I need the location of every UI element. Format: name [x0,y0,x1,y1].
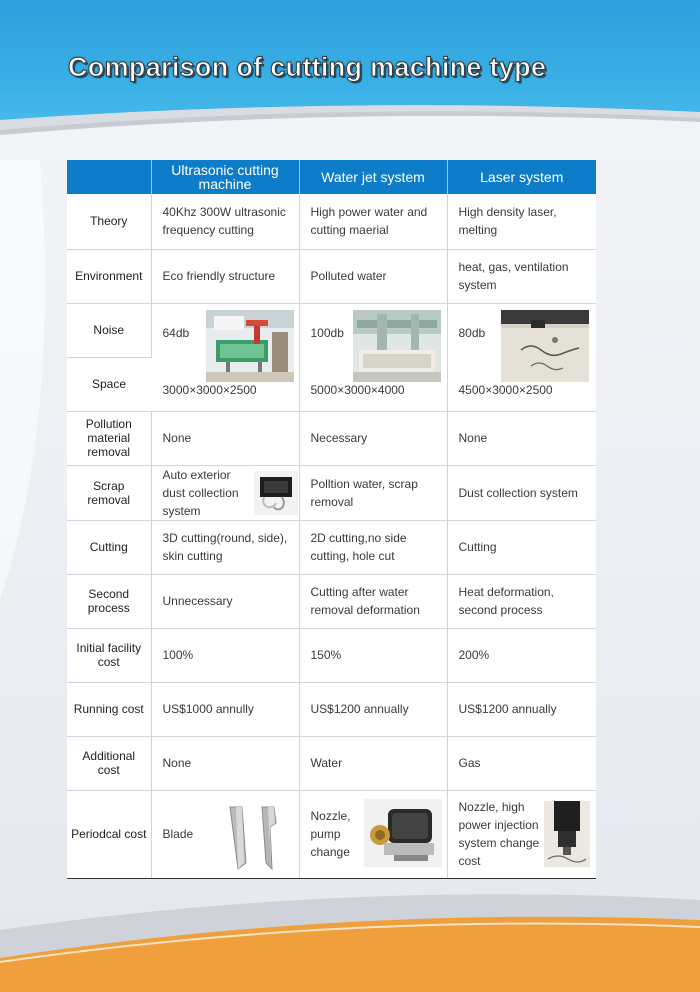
cell: Polluted water [299,249,447,303]
table-row [67,465,596,520]
noise-value: 100db [310,325,344,340]
cell: Eco friendly structure [151,249,299,303]
comparison-table [67,160,596,879]
row-label-initial: Initial facility cost [67,628,151,682]
laser-machine-photo [501,310,589,382]
cell: Polltion water, scrap removal [299,465,447,520]
noise-value: 80db [458,325,486,340]
cell: None [447,411,596,465]
cell: Unnecessary [151,574,299,628]
cell: 3D cutting(round, side), skin cutting [151,520,299,574]
cell-scrap-ultrasonic [151,465,299,520]
cell-text: Auto exterior dust collection system [162,467,239,518]
table-row [67,520,596,574]
cell-noise-space-laser [447,303,596,411]
row-label-environment: Environment [67,249,151,303]
table-row [67,194,596,249]
header-corner [67,160,151,194]
table-row [67,411,596,465]
cell-periodical-ultrasonic [151,790,299,878]
table-header-row [67,160,596,194]
row-label-second: Second process [67,574,151,628]
cell: 150% [299,628,447,682]
cell: Necessary [299,411,447,465]
cell-text: Nozzle, pump change [310,809,351,859]
cell-periodical-laser [447,790,596,878]
cell: 100% [151,628,299,682]
row-label-cutting: Cutting [67,520,151,574]
row-label-additional: Additional cost [67,736,151,790]
cell: Gas [447,736,596,790]
table-row [67,574,596,628]
cell: 200% [447,628,596,682]
cell-noise-space-ultrasonic [151,303,299,411]
header-waterjet: Water jet system [299,160,447,194]
cell: High density laser, melting [447,194,596,249]
cell: High power water and cutting maerial [299,194,447,249]
row-label-theory: Theory [67,194,151,249]
cell-noise-space-waterjet [299,303,447,411]
cell: None [151,736,299,790]
cell-text: Blade [162,827,194,841]
space-value: 4500×3000×2500 [458,382,553,397]
cell: Cutting [447,520,596,574]
row-label-pollution: Pollution material removal [67,411,151,465]
blade-photo [222,803,292,873]
cell: Dust collection system [447,465,596,520]
table-row [67,628,596,682]
cell-text: Nozzle, high power injection system change cost [458,800,540,868]
table-row [67,790,596,878]
cell: US$1200 annually [447,682,596,736]
row-label-space: Space [67,357,151,411]
dust-collector-photo [254,471,298,515]
noise-value: 64db [162,325,190,340]
pump-photo [364,799,442,867]
cell-periodical-waterjet [299,790,447,878]
row-label-periodical: Periodcal cost [67,790,151,878]
header-ultrasonic: Ultrasonic cutting machine [151,160,299,194]
table-row [67,682,596,736]
cell: None [151,411,299,465]
table-row [67,303,596,357]
cell: Heat deformation, second process [447,574,596,628]
cell: 2D cutting,no side cutting, hole cut [299,520,447,574]
row-label-running: Running cost [67,682,151,736]
space-value: 5000×3000×4000 [310,382,405,397]
cell: US$1000 annully [151,682,299,736]
table-row [67,249,596,303]
cell: 40Khz 300W ultrasonic frequency cutting [151,194,299,249]
row-label-scrap: Scrap removal [67,465,151,520]
table-row [67,736,596,790]
laser-nozzle-photo [544,801,590,867]
cell: Cutting after water removal deformation [299,574,447,628]
row-label-noise: Noise [67,303,151,357]
space-value: 3000×3000×2500 [162,382,257,397]
waterjet-machine-photo [353,310,441,382]
cell: Water [299,736,447,790]
ultrasonic-machine-photo [206,310,294,382]
cell: heat, gas, ventilation system [447,249,596,303]
page-title: Comparison of cutting machine type [68,52,547,82]
header-laser: Laser system [447,160,596,194]
cell: US$1200 annually [299,682,447,736]
